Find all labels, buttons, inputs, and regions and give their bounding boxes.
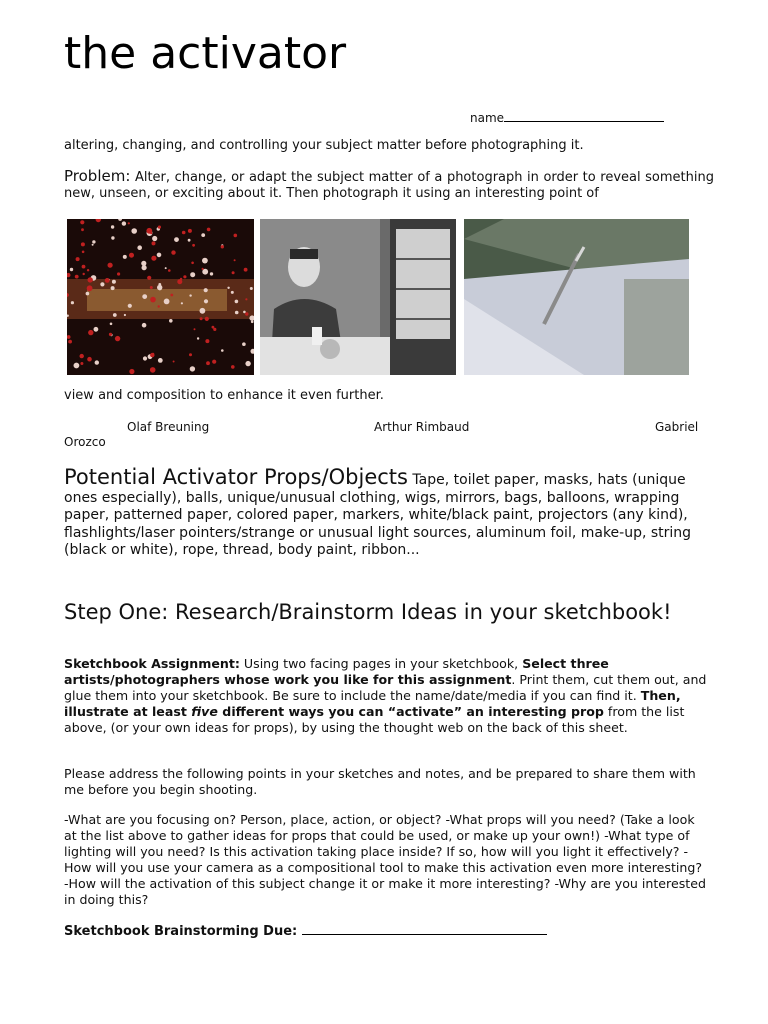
photo-olaf-breuning	[67, 219, 254, 375]
props-paragraph	[64, 465, 704, 560]
credit-orozco: Orozco	[64, 435, 106, 449]
problem-text: Alter, change, or adapt the subject matter of a photograph in order to reveal something new, unseen, or exciting about it. Then photograph it using an interesting point of	[64, 170, 714, 201]
assignment-bold-illustrate: Then, illustrate at least	[64, 688, 681, 719]
problem-continuation: view and composition to enhance it even further.	[64, 388, 384, 403]
assignment-bold-activate: different ways you can “activate” an interesting prop	[217, 704, 604, 719]
props-list: Tape, toilet paper, masks, hats (unique ones especially), balls, unique/unusual clothing, wigs, mirrors, bags, balloons, wrapping paper, patterned paper, colored paper, markers, white/black paint, projectors (any kind), flashlights/laser pointers/strange or unusual light sources, aluminum foil, make-up, string (black or white), rope, thread, body paint, ribbon...	[64, 472, 692, 558]
due-blank-line	[302, 922, 547, 935]
step-one-heading: Step One: Research/Brainstorm Ideas in your sketchbook!	[64, 600, 672, 624]
name-field	[470, 110, 664, 125]
address-paragraph: Please address the following points in your sketches and notes, and be prepared to share them with me before you begin shooting.	[64, 766, 696, 797]
credit-arthur-rimbaud: Arthur Rimbaud	[374, 420, 470, 434]
page-title: the activator	[64, 28, 347, 79]
credit-gabriel: Gabriel	[655, 420, 699, 434]
assignment-paragraph	[64, 656, 709, 736]
credit-olaf-breuning: Olaf Breuning	[127, 420, 210, 434]
assignment-bold-artists: Select three artists/photographers whose work you like for this assignment	[64, 656, 609, 687]
photo-arthur-rimbaud	[260, 219, 456, 375]
photo-gabriel-orozco	[464, 219, 689, 375]
example-photos	[67, 219, 692, 377]
assignment-label: Sketchbook Assignment:	[64, 656, 240, 671]
name-label: name	[470, 111, 505, 125]
questions-paragraph: -What are you focusing on? Person, place, action, or object? -What props will you need? (Take a look at the list above to gather ideas for props that could be used, or make up your own!) -What type of lighting will you need? Is this activation taking place inside? If so, how will you light it effectively? -How will you use your camera as a compositional tool to make this activation even more interesting? -How will the activation of this subject change it or make it more interesting? -Why are you interested in doing this?	[64, 812, 706, 907]
assignment-text-1: Using two facing pages in your sketchbook,	[239, 656, 523, 671]
subtitle: altering, changing, and controlling your subject matter before photographing it.	[64, 138, 584, 153]
name-blank-line	[504, 110, 664, 122]
due-date-field	[64, 922, 547, 939]
due-label: Sketchbook Brainstorming Due:	[64, 924, 298, 939]
assignment-text-3: from the list above, (or your own ideas for props), by using the thought web on the back of this sheet.	[64, 704, 685, 735]
problem-paragraph	[64, 168, 714, 202]
assignment-text-2: . Print them, cut them out, and glue them into your sketchbook. Be sure to include the name/date/media if you can find it.	[64, 672, 707, 703]
props-heading: Potential Activator Props/Objects	[64, 465, 408, 489]
assignment-bold-five: five	[191, 704, 218, 719]
problem-label: Problem:	[64, 167, 131, 185]
